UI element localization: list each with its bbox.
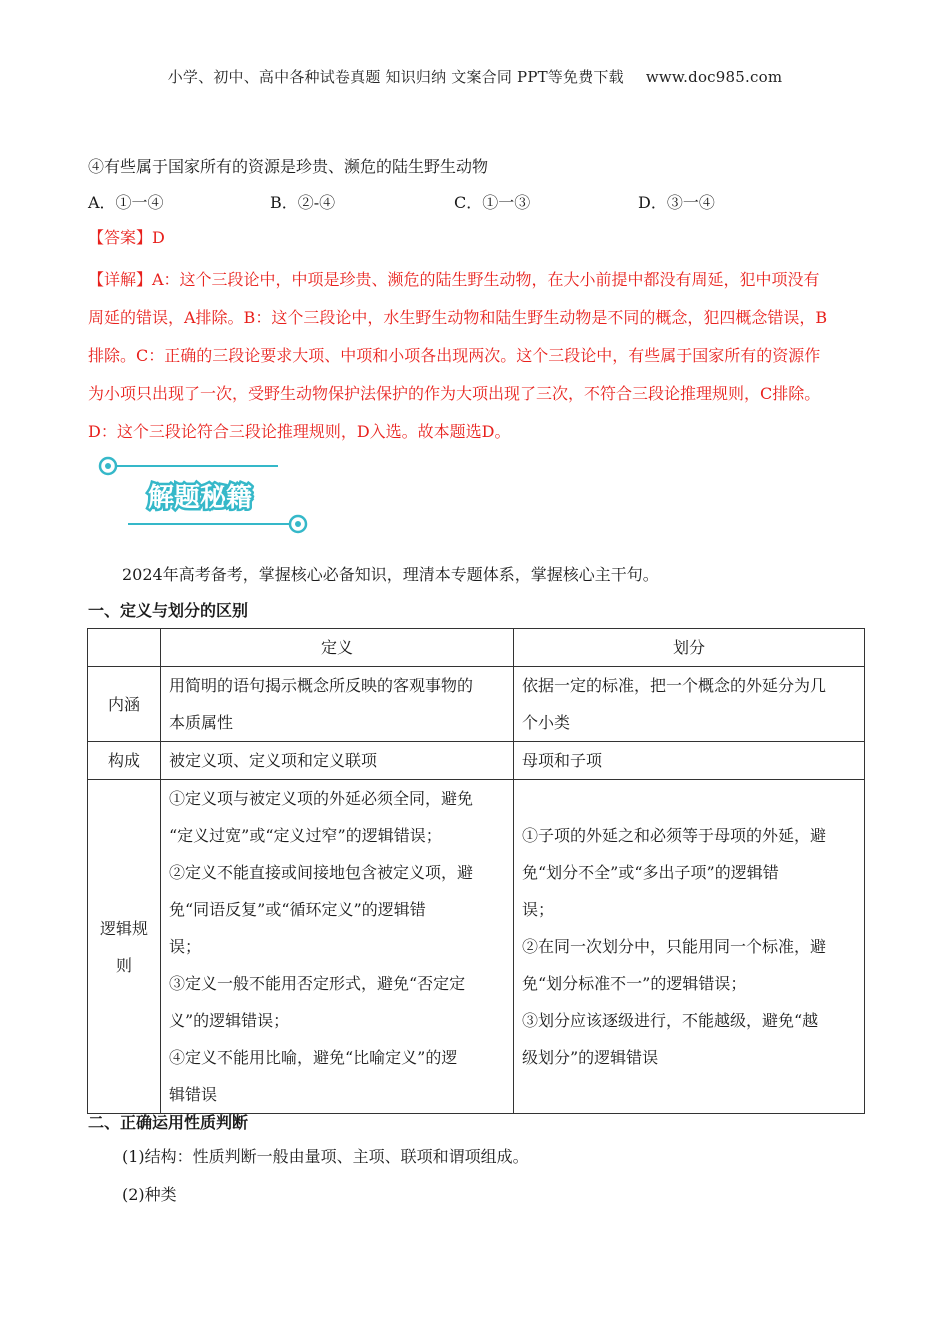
cell-line: 逻辑规 bbox=[99, 918, 148, 938]
cell-division bbox=[514, 667, 865, 742]
question-item-4: ④有些属于国家所有的资源是珍贵、濒危的陆生野生动物 bbox=[88, 157, 489, 176]
cell-definition bbox=[161, 780, 514, 1114]
cell-line: ②定义不能直接或间接地包含被定义项，避 bbox=[169, 863, 474, 882]
table-header-division: 划分 bbox=[514, 629, 865, 667]
cell-definition bbox=[161, 742, 514, 780]
cell-line: ③划分应该逐级进行，不能越级，避免“越 bbox=[522, 1011, 819, 1030]
table-row bbox=[88, 742, 865, 780]
table-row bbox=[88, 780, 865, 1114]
cell-line: 免“同语反复”或“循环定义”的逻辑错 bbox=[169, 900, 426, 919]
intro-text: 2024年高考备考，掌握核心必备知识，理清本专题体系，掌握核心主干句。 bbox=[122, 565, 659, 584]
cell-definition bbox=[161, 667, 514, 742]
cell-line: ①定义项与被定义项的外延必须全同，避免 bbox=[169, 789, 474, 808]
cell-line: 义”的逻辑错误； bbox=[169, 1011, 290, 1030]
definition-division-table bbox=[87, 628, 865, 1114]
cell-line: 个小类 bbox=[522, 713, 571, 732]
cell-line: 误； bbox=[522, 900, 555, 919]
section-2-title: 二、正确运用性质判断 bbox=[88, 1113, 249, 1132]
row-label-connotation: 内涵 bbox=[88, 667, 161, 742]
cell-line: 用简明的语句揭示概念所反映的客观事物的 bbox=[169, 676, 474, 695]
row-label-composition: 构成 bbox=[88, 742, 161, 780]
cell-division bbox=[514, 742, 865, 780]
cell-line: “定义过宽”或“定义过窄”的逻辑错误； bbox=[169, 826, 442, 845]
section-2-item: (2)种类 bbox=[122, 1185, 177, 1204]
cell-line: ②在同一次划分中，只能用同一个标准，避 bbox=[522, 937, 827, 956]
cell-line: 依据一定的标准，把一个概念的外延分为几 bbox=[522, 676, 827, 695]
header-text: 小学、初中、高中各种试卷真题 知识归纳 文案合同 PPT等免费下载 bbox=[167, 68, 624, 86]
option-b: B．②-④ bbox=[270, 193, 336, 212]
option-a: A．①一④ bbox=[88, 193, 164, 212]
cell-line: 被定义项、定义项和定义联项 bbox=[169, 751, 378, 770]
header-site[interactable]: www.doc985.com bbox=[645, 68, 783, 86]
section-2-item: (1)结构：性质判断一般由量项、主项、联项和谓项组成。 bbox=[122, 1147, 529, 1166]
cell-line: 免“划分标准不一”的逻辑错误； bbox=[522, 974, 747, 993]
cell-line: 级划分”的逻辑错误 bbox=[522, 1048, 659, 1067]
table-row bbox=[88, 667, 865, 742]
page-header bbox=[0, 66, 950, 87]
answer-line: 【答案】D bbox=[88, 228, 165, 247]
banner-title: 解题秘籍 bbox=[148, 483, 253, 513]
table-header-definition: 定义 bbox=[161, 629, 514, 667]
cell-line: 本质属性 bbox=[169, 713, 234, 732]
table-header-row bbox=[88, 629, 865, 667]
analysis-line: 为小项只出现了一次，受野生动物保护法保护的作为大项出现了三次，不符合三段论推理规则，C排除。 bbox=[88, 384, 821, 403]
cell-line: ③定义一般不能用否定形式，避免“否定定 bbox=[169, 974, 466, 993]
analysis-line: 【详解】A：这个三段论中，中项是珍贵、濒危的陆生野生动物，在大小前提中都没有周延，犯中项没有 bbox=[88, 270, 820, 289]
analysis-line: D：这个三段论符合三段论推理规则，D入选。故本题选D。 bbox=[88, 422, 511, 441]
table-header-blank bbox=[88, 629, 161, 667]
option-c: C．①一③ bbox=[454, 193, 531, 212]
option-d: D．③一④ bbox=[638, 193, 715, 212]
cell-line: 则 bbox=[115, 955, 132, 975]
cell-line: 免“划分不全”或“多出子项”的逻辑错 bbox=[522, 863, 779, 882]
answer-options bbox=[88, 190, 888, 212]
cell-line: 误； bbox=[169, 937, 202, 956]
section-1-title: 一、定义与划分的区别 bbox=[88, 601, 249, 620]
row-label-logic-rules bbox=[88, 780, 161, 1114]
tips-banner bbox=[92, 452, 322, 544]
analysis-block bbox=[88, 261, 866, 451]
analysis-line: 排除。C：正确的三段论要求大项、中项和小项各出现两次。这个三段论中，有些属于国家所有的资源作 bbox=[88, 346, 821, 365]
cell-line: ①子项的外延之和必须等于母项的外延，避 bbox=[522, 826, 827, 845]
cell-line: 母项和子项 bbox=[522, 751, 603, 770]
cell-division bbox=[514, 780, 865, 1114]
analysis-line: 周延的错误，A排除。B：这个三段论中，水生野生动物和陆生野生动物是不同的概念，犯四概念错误，B bbox=[88, 308, 828, 327]
cell-line: ④定义不能用比喻，避免“比喻定义”的逻 bbox=[169, 1048, 458, 1067]
cell-line: 辑错误 bbox=[169, 1085, 218, 1104]
banner-graphic bbox=[92, 452, 322, 544]
